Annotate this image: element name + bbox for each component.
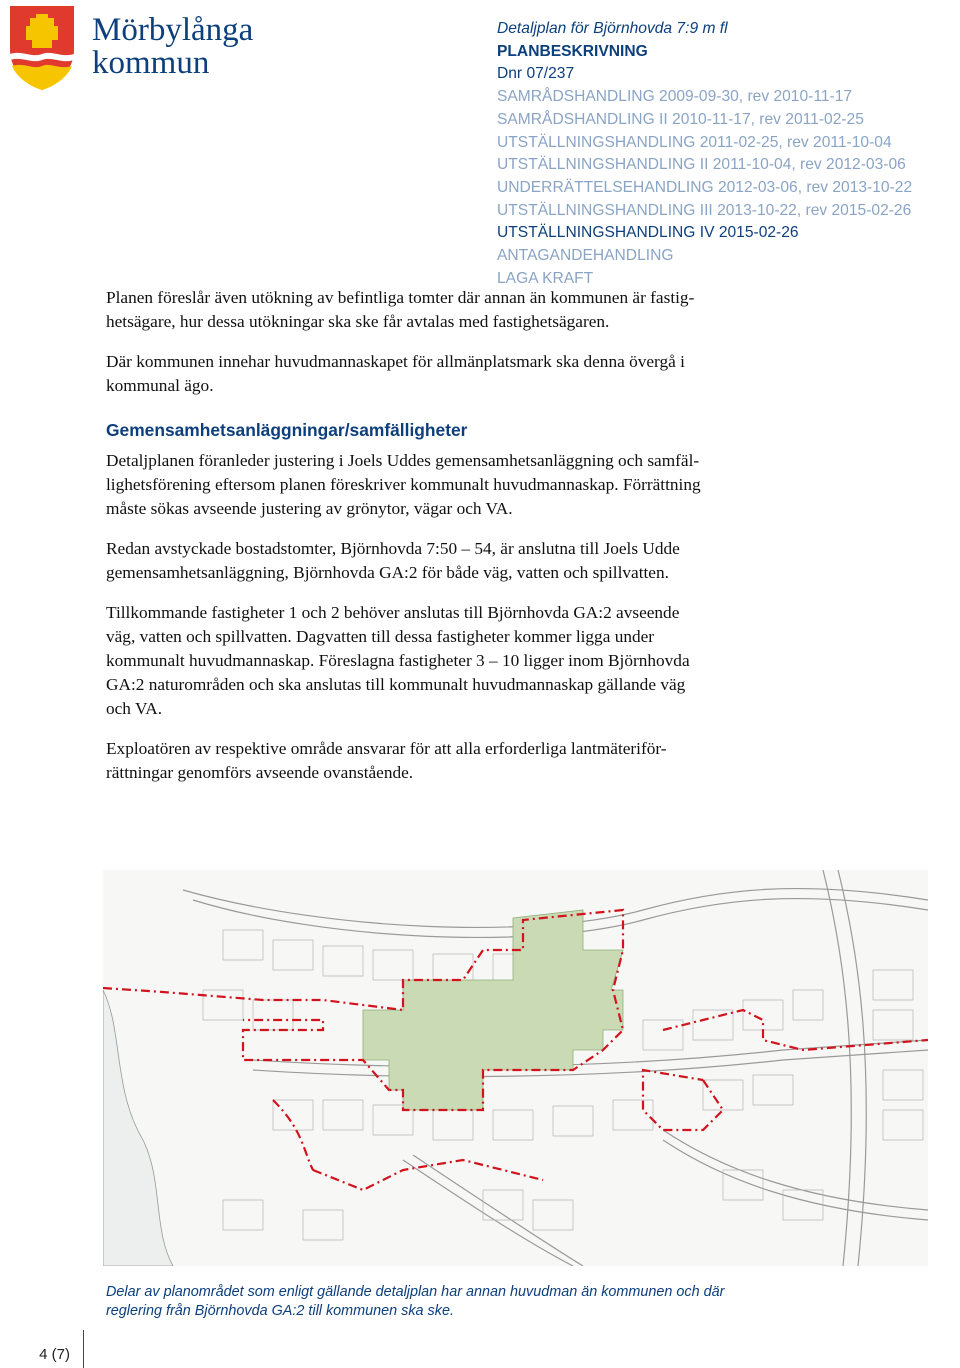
body-text [106, 286, 826, 801]
upcoming-stage: LAGA KRAFT [497, 269, 594, 287]
upcoming-stage: ANTAGANDEHANDLING [497, 247, 674, 265]
paragraph [106, 537, 826, 585]
text-line: kommunalt huvudmannaskap. Föreslagna fastigheter 3 – 10 ligger inom Björnhovda [106, 651, 690, 670]
page-number: 4 (7) [39, 1346, 70, 1363]
text-line: måste sökas avseende justering av grönytor, vägar och VA. [106, 499, 513, 518]
history-item: UTSTÄLLNINGSHANDLING 2011-02-25, rev 2011-10-04 [497, 133, 892, 151]
brand-line-1: Mörbylånga [92, 12, 254, 48]
history-item: UNDERRÄTTELSEHANDLING 2012-03-06, rev 2013-10-22 [497, 178, 913, 196]
document-header [497, 18, 957, 290]
paragraph [106, 286, 826, 334]
current-stage: UTSTÄLLNINGSHANDLING IV 2015-02-26 [497, 224, 799, 242]
caption-line: Delar av planområdet som enligt gällande detaljplan har annan huvudman än kommunen och där [106, 1284, 725, 1300]
history-item: SAMRÅDSHANDLING 2009-09-30, rev 2010-11-17 [497, 88, 853, 106]
text-line: rättningar genomförs avseende ovanstående. [106, 763, 414, 782]
text-line: hetsägare, hur dessa utökningar ska ske får avtalas med fastighetsägaren. [106, 312, 610, 331]
paragraph [106, 601, 826, 721]
text-line: GA:2 naturområden och ska anslutas till kommunalt huvudmannaskap gällande väg [106, 675, 686, 694]
paragraph [106, 350, 826, 398]
text-line: Där kommunen innehar huvudmannaskapet för allmänplatsmark ska denna övergå i [106, 352, 685, 371]
text-line: Exploatören av respektive område ansvarar för att alla erforderliga lantmäteriför- [106, 739, 667, 758]
municipality-logo [6, 4, 78, 92]
history-item: UTSTÄLLNINGSHANDLING III 2013-10-22, rev 2015-02-26 [497, 201, 912, 219]
section-heading: Gemensamhetsanläggningar/samfälligheter [106, 420, 468, 440]
municipality-name [92, 14, 253, 80]
paragraph [106, 449, 826, 521]
caption-line: reglering från Björnhovda GA:2 till kommunen ska ske. [106, 1302, 454, 1319]
text-line: Detaljplanen föranleder justering i Joels Uddes gemensamhetsanläggning och samfäl- [106, 451, 700, 470]
paragraph [106, 737, 826, 785]
text-line: och VA. [106, 699, 163, 718]
text-line: lighetsförening eftersom planen föreskriver kommunalt huvudmannaskap. Förrättning [106, 475, 701, 494]
history-item: SAMRÅDSHANDLING II 2010-11-17, rev 2011-02-25 [497, 110, 864, 128]
map-drawing [103, 870, 928, 1266]
plan-map [103, 870, 928, 1266]
text-line: gemensamhetsanläggning, Björnhovda GA:2 för både väg, vatten och spillvatten. [106, 563, 669, 582]
history-item: UTSTÄLLNINGSHANDLING II 2011-10-04, rev 2012-03-06 [497, 156, 906, 174]
brand-line-2: kommun [92, 45, 210, 81]
footer-divider [83, 1330, 84, 1368]
text-line: Tillkommande fastigheter 1 och 2 behöver anslutas till Björnhovda GA:2 avseende [106, 603, 680, 622]
coat-of-arms-icon [6, 4, 78, 92]
text-line: väg, vatten och spillvatten. Dagvatten till dessa fastigheter kommer ligga under [106, 627, 655, 646]
plan-title: Detaljplan för Björnhovda 7:9 m fl [497, 20, 728, 37]
text-line: Redan avstyckade bostadstomter, Björnhovda 7:50 – 54, är anslutna till Joels Udde [106, 539, 680, 558]
dnr-number: Dnr 07/237 [497, 65, 575, 83]
page-footer [0, 1330, 84, 1368]
text-line: kommunal ägo. [106, 376, 214, 395]
map-caption [106, 1283, 826, 1320]
text-line: Planen föreslår även utökning av befintliga tomter där annan än kommunen är fastig- [106, 288, 695, 307]
document-type: PLANBESKRIVNING [497, 42, 648, 60]
